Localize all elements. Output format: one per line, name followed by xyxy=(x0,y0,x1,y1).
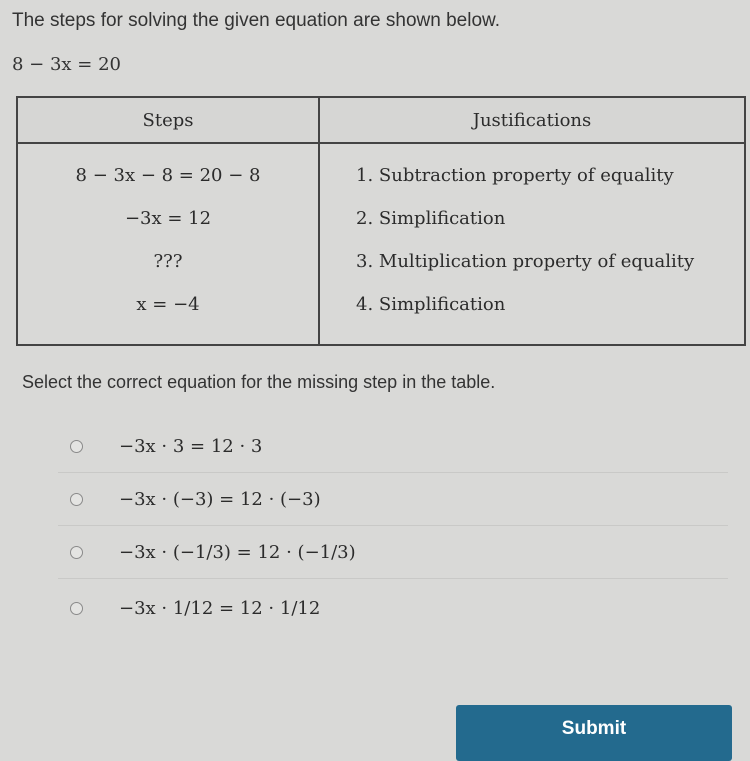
step-4: x = −4 xyxy=(136,294,200,315)
answer-option-3[interactable] xyxy=(58,526,728,579)
option-label: −3x · (−3) = 12 · (−3) xyxy=(119,488,321,510)
answer-option-1[interactable] xyxy=(58,420,728,473)
instruction-text: Select the correct equation for the missing step in the table. xyxy=(22,372,496,392)
steps-cell xyxy=(17,143,319,345)
radio-button-icon[interactable] xyxy=(70,440,83,453)
submit-button[interactable]: Submit xyxy=(456,705,732,761)
option-label: −3x · 3 = 12 · 3 xyxy=(119,435,263,457)
steps-table xyxy=(16,96,746,346)
option-label: −3x · 1/12 = 12 · 1/12 xyxy=(119,597,321,619)
justifications-header: Justifications xyxy=(319,97,745,143)
answer-option-4[interactable] xyxy=(58,579,728,637)
table-row xyxy=(17,143,745,345)
answer-options xyxy=(58,420,728,637)
radio-button-icon[interactable] xyxy=(70,546,83,559)
option-label: −3x · (−1/3) = 12 · (−1/3) xyxy=(119,541,356,563)
given-equation: 8 − 3x = 20 xyxy=(12,54,122,75)
justification-2: 2. Simplification xyxy=(356,208,506,229)
question-prompt: The steps for solving the given equation are shown below. xyxy=(12,10,500,31)
table-header-row xyxy=(17,97,745,143)
step-1: 8 − 3x − 8 = 20 − 8 xyxy=(75,165,261,186)
step-2: −3x = 12 xyxy=(124,208,212,229)
answer-option-2[interactable] xyxy=(58,473,728,526)
justification-3: 3. Multiplication property of equality xyxy=(356,251,695,272)
justification-4: 4. Simplification xyxy=(356,294,506,315)
justification-1: 1. Subtraction property of equality xyxy=(356,165,674,186)
steps-header: Steps xyxy=(17,97,319,143)
step-3-missing: ??? xyxy=(153,251,183,272)
justifications-cell xyxy=(319,143,745,345)
radio-button-icon[interactable] xyxy=(70,602,83,615)
radio-button-icon[interactable] xyxy=(70,493,83,506)
